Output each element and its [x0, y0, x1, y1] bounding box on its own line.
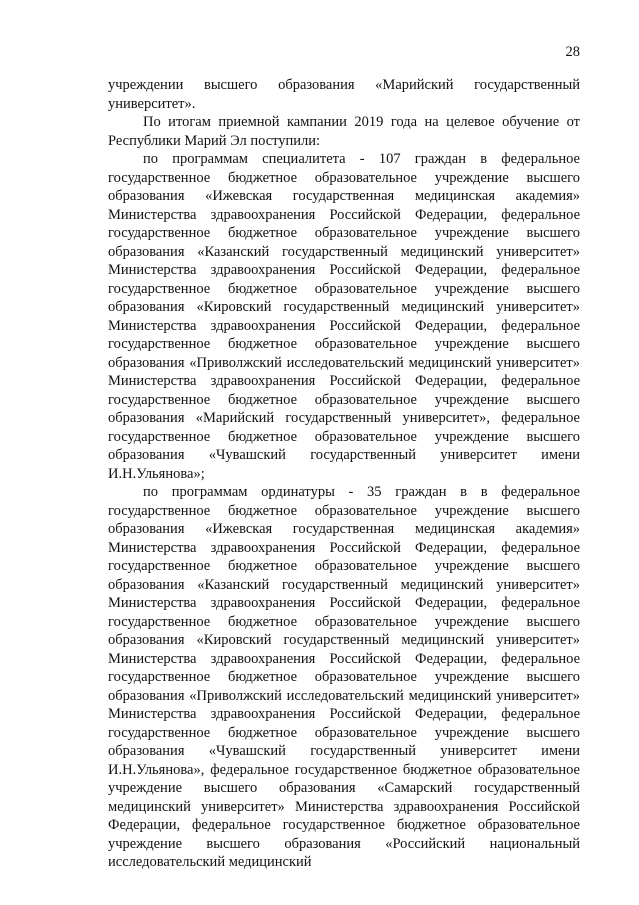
paragraph-continuation: учреждении высшего образования «Марийский государственный университет». [108, 77, 580, 112]
page-number: 28 [565, 44, 580, 60]
paragraph-specialty-programs: по программам специалитета - 107 граждан в федеральное государственное бюджетное образовательное учреждение высшего образования «Ижевская государственная медицинская академия» Министерства здравоохранения Российской Федерации, федеральное государственное бюджетное образовательное учреждение высшего образования «Казанский государственный медицинский университет» Министерства здравоохранения Российской Федерации, федеральное государственное бюджетное образовательное учреждение высшего образования «Кировский государственный медицинский университет» Министерства здравоохранения Российской Федерации, федеральное государственное бюджетное образовательное учреждение высшего образования «Приволжский исследовательский медицинский университет» Министерства здравоохранения Российской Федерации, федеральное государственное бюджетное образовательное учреждение высшего образования «Марийский государственный университет», федеральное государственное бюджетное образовательное учреждение высшего образования «Чувашский государственный университет имени И.Н.Ульянова»; [108, 151, 580, 482]
paragraph-residency-programs: по программам ординатуры - 35 граждан в в федеральное государственное бюджетное образовательное учреждение высшего образования «Ижевская государственная медицинская академия» Министерства здравоохранения Российской Федерации, федеральное государственное бюджетное образовательное учреждение высшего образования «Казанский государственный медицинский университет» Министерства здравоохранения Российской Федерации, федеральное государственное бюджетное образовательное учреждение высшего образования «Кировский государственный медицинский университет» Министерства здравоохранения Российской Федерации, федеральное государственное бюджетное образовательное учреждение высшего образования «Приволжский исследовательский медицинский университет» Министерства здравоохранения Российской Федерации, федеральное государственное бюджетное образовательное учреждение высшего образования «Чувашский государственный университет имени И.Н.Ульянова», федеральное государственное бюджетное образовательное учреждение высшего образования «Самарский государственный медицинский университет» Министерства здравоохранения Российской Федерации, федеральное государственное бюджетное образовательное учреждение высшего образования «Российский национальный исследовательский медицинский [108, 484, 580, 870]
document-body [108, 76, 580, 872]
paragraph-admission-results: По итогам приемной кампании 2019 года на целевое обучение от Республики Марий Эл поступили: [108, 114, 580, 149]
